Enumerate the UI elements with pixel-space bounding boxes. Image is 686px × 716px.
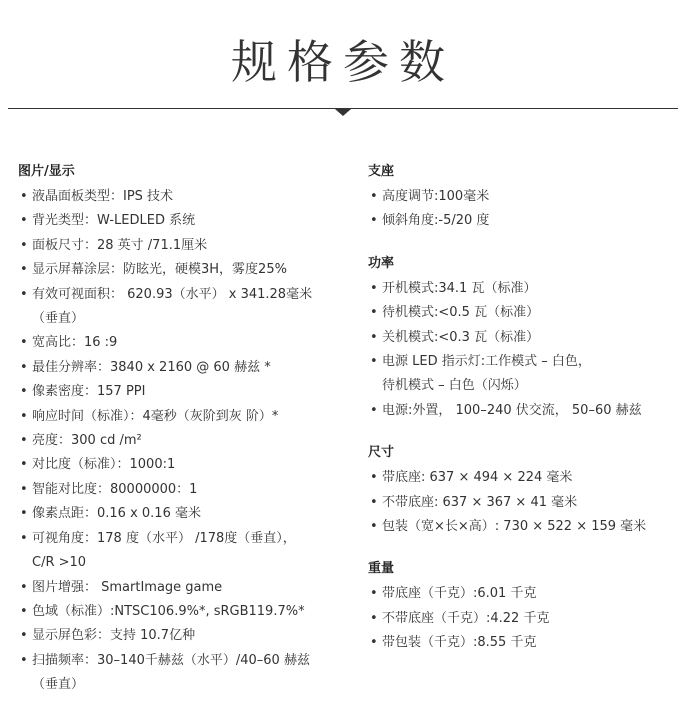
bullet-icon: • [20,652,28,668]
spec-item [18,649,348,673]
spec-text: 对比度（标准）：1000:1 [32,457,176,473]
spec-item [18,258,348,282]
spec-item [368,582,680,606]
left-spec-column [18,160,348,716]
spec-text: C/R >10 [32,555,87,571]
spec-text: 有效可视面积： 620.93（水平） x 341.28毫米 [32,286,313,302]
spec-text: 图片增强： SmartImage game [32,579,223,595]
spec-section [368,160,680,234]
spec-item [18,283,348,307]
bullet-icon: • [20,237,28,253]
spec-item-continuation [368,374,680,398]
bullet-icon: • [20,481,28,497]
spec-text: 最佳分辨率：3840 x 2160 @ 60 赫兹 * [32,359,271,375]
bullet-icon: • [370,610,378,626]
spec-item [18,600,348,624]
spec-text: 亮度：300 cd /m² [32,433,142,449]
spec-item [368,277,680,301]
spec-text: （垂直） [32,677,85,693]
spec-item [368,301,680,325]
spec-text: 显示屏色彩：支持 10.7亿种 [32,628,196,644]
spec-item [368,631,680,655]
section-heading: 尺寸 [368,445,395,461]
spec-item-continuation [18,307,348,331]
bullet-icon: • [370,519,378,535]
spec-item [368,515,680,539]
bullet-icon: • [20,189,28,204]
spec-text: 显示屏幕涂层：防眩光，硬模3H，雾度25% [32,262,287,278]
spec-item [18,453,348,477]
spec-item [18,209,348,233]
section-heading: 支座 [368,164,395,179]
bullet-icon: • [20,335,28,351]
spec-item [18,429,348,453]
spec-text: 包装（宽×长×高）: 730 × 522 × 159 毫米 [382,519,647,535]
spec-text: 可视角度：178 度（水平） /178度（垂直）， [32,530,296,546]
spec-item [18,576,348,600]
spec-text: 倾斜角度:-5/20 度 [382,213,490,229]
bullet-icon: • [20,384,28,400]
spec-section [368,557,680,655]
spec-text: 不带底座: 637 × 367 × 41 毫米 [382,494,578,510]
spec-item [18,502,348,526]
spec-item [368,185,680,209]
spec-text: （垂直） [32,311,85,327]
spec-item [368,326,680,350]
spec-item [368,209,680,233]
page-title: 规格参数 [231,35,455,89]
spec-text: 带底座（千克）:6.01 千克 [382,586,537,602]
bullet-icon: • [370,305,378,321]
spec-item [18,380,348,404]
spec-text: 开机模式:34.1 瓦（标准） [382,280,537,296]
bullet-icon: • [370,402,378,418]
bullet-icon: • [370,635,378,651]
bullet-icon: • [370,586,378,602]
spec-item [18,234,348,258]
bullet-icon: • [370,329,378,345]
bullet-icon: • [370,354,378,370]
spec-text: 响应时间（标准）：4毫秒（灰阶到灰 阶）* [32,408,279,424]
spec-text: 电源:外置， 100–240 伏交流， 50–60 赫兹 [382,402,642,418]
spec-item [18,527,348,551]
bullet-icon: • [370,470,378,486]
bullet-icon: • [20,579,28,595]
section-heading: 功率 [368,255,395,271]
spec-item [368,491,680,515]
down-arrow-icon [335,109,351,116]
spec-text: 带包装（千克）:8.55 千克 [382,635,537,651]
spec-item [18,624,348,648]
spec-text: 色域（标准）:NTSC106.9%*, sRGB119.7%* [32,603,305,619]
bullet-icon: • [20,506,28,522]
spec-item [18,478,348,502]
spec-item [18,356,348,380]
right-spec-column [368,160,680,674]
bullet-icon: • [20,433,28,449]
spec-item-continuation [18,551,348,575]
section-heading: 重量 [368,561,395,577]
spec-text: 背光类型：W-LEDLED 系统 [32,213,196,229]
bullet-icon: • [20,286,28,302]
spec-text: 面板尺寸：28 英寸 /71.1厘米 [32,237,208,253]
bullet-icon: • [20,359,28,375]
spec-text: 带底座: 637 × 494 × 224 毫米 [382,470,573,486]
spec-item [368,350,680,374]
bullet-icon: • [370,189,378,204]
spec-item [368,466,680,490]
bullet-icon: • [370,494,378,510]
spec-section [368,441,680,539]
spec-section [18,160,348,698]
bullet-icon: • [20,628,28,644]
spec-text: 关机模式:<0.3 瓦（标准） [382,329,540,345]
bullet-icon: • [20,408,28,424]
spec-item-continuation [18,673,348,697]
bullet-icon: • [20,262,28,278]
bullet-icon: • [20,603,28,619]
bullet-icon: • [370,213,378,229]
spec-item [368,399,680,423]
bullet-icon: • [20,213,28,229]
spec-item [18,185,348,209]
bullet-icon: • [20,530,28,546]
spec-text: 液晶面板类型：IPS 技术 [32,189,174,204]
spec-text: 不带底座（千克）:4.22 千克 [382,610,550,626]
spec-text: 待机模式:<0.5 瓦（标准） [382,305,540,321]
spec-text: 高度调节:100毫米 [382,189,490,204]
spec-text: 智能对比度：80000000：1 [32,481,198,497]
spec-text: 像素点距：0.16 x 0.16 毫米 [32,506,201,522]
bullet-icon: • [20,457,28,473]
spec-text: 像素密度：157 PPI [32,384,146,400]
section-heading: 图片/显示 [18,164,75,179]
spec-item [18,405,348,429]
spec-section [368,252,680,423]
spec-text: 电源 LED 指示灯:工作模式 – 白色， [382,354,591,370]
bullet-icon: • [370,280,378,296]
spec-text: 扫描频率：30–140千赫兹（水平）/40–60 赫兹 [32,652,310,668]
spec-text: 宽高比：16 :9 [32,335,118,351]
spec-item [18,331,348,355]
spec-text: 待机模式 – 白色（闪烁） [382,378,527,394]
spec-item [368,607,680,631]
